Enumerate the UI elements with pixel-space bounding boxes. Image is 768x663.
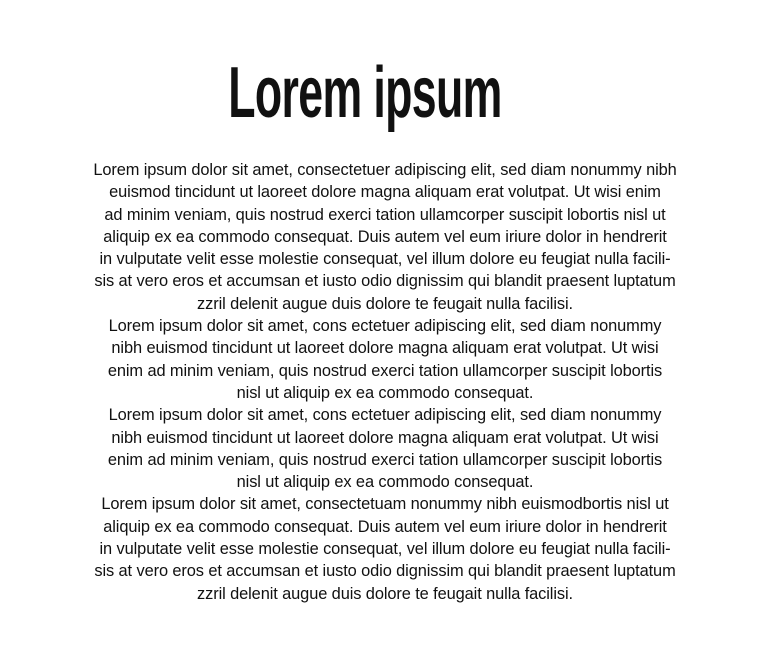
text-line: ad minim veniam, quis nostrud exerci tation ullamcorper suscipit lobortis nisl ut [104,205,666,224]
paragraph [0,493,768,604]
text-line: zzril delenit augue duis dolore te feugait nulla facilisi. [197,584,573,603]
text-line: Lorem ipsum dolor sit amet, cons ectetuer adipiscing elit, sed diam nonummy [108,317,662,336]
text-line: enim ad minim veniam, quis nostrud exerci tation ullamcorper suscipit lobortis [107,361,663,380]
paragraph [0,404,768,493]
text-line: Lorem ipsum dolor sit amet, consectetuam nonummy nibh euismodbortis nisl ut [101,495,669,514]
text-line: Lorem ipsum dolor sit amet, cons ectetuer adipiscing elit, sed diam nonummy [108,406,662,425]
text-line: nibh euismod tincidunt ut laoreet dolore magna aliquam erat volutpat. Ut wisi [111,428,659,447]
text-line: aliquip ex ea commodo consequat. Duis autem vel eum iriure dolor in hendrerit [103,517,667,536]
text-line: zzril delenit augue duis dolore te feugait nulla facilisi. [197,294,573,313]
text-line: euismod tincidunt ut laoreet dolore magna aliquam erat volutpat. Ut wisi enim [109,183,661,202]
paragraph [0,159,768,315]
text-line: Lorem ipsum dolor sit amet, consectetuer adipiscing elit, sed diam nonummy nibh [93,161,677,179]
text-line: enim ad minim veniam, quis nostrud exerci tation ullamcorper suscipit lobortis [107,450,663,469]
text-line: in vulputate velit esse molestie consequat, vel illum dolore eu feugiat nulla facili- [99,250,671,269]
text-line: nibh euismod tincidunt ut laoreet dolore magna aliquam erat volutpat. Ut wisi [111,339,659,358]
text-line: sis at vero eros et accumsan et iusto odio dignissim qui blandit praesent luptatum [94,562,676,581]
page-title: Lorem ipsum [228,53,502,133]
text-line: sis at vero eros et accumsan et iusto odio dignissim qui blandit praesent luptatum [94,272,676,291]
text-line: aliquip ex ea commodo consequat. Duis autem vel eum iriure dolor in hendrerit [103,227,667,246]
document-body [0,159,768,605]
text-line: in vulputate velit esse molestie consequat, vel illum dolore eu feugiat nulla facili- [99,540,671,559]
paragraph [0,315,768,404]
text-line: nisl ut aliquip ex ea commodo consequat. [236,473,534,492]
text-line: nisl ut aliquip ex ea commodo consequat. [236,383,534,402]
